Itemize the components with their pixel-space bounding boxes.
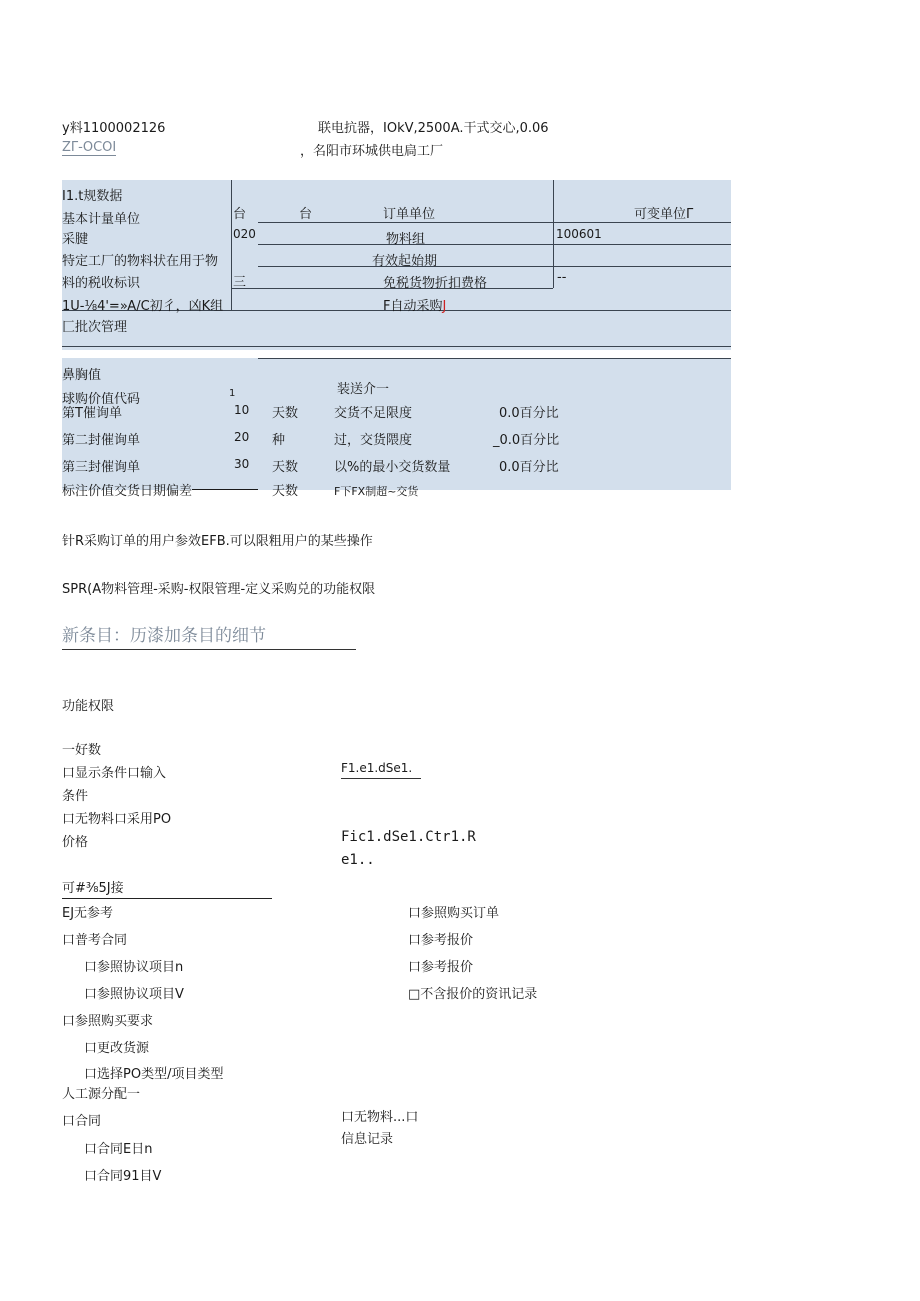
reminder-row-label: 第二封催询单 [62, 433, 141, 448]
reference-agreement-item-n-option[interactable]: 口参照协议项目n [84, 960, 184, 975]
reminder-row-desc: 以%的最小交货数量 [334, 460, 451, 475]
order-unit-label: 订单单位 [383, 207, 436, 222]
panel-rule [258, 222, 731, 223]
display-conditions-option[interactable]: 口显示条件口输入 [62, 766, 167, 781]
reminder-row-desc: F下FX制超~交货 [334, 485, 419, 498]
vendor-name: ，名阳市环城供电扃工厂 [300, 144, 444, 159]
valid-from-label: 有效起始期 [372, 254, 438, 269]
reminder-row-unit: 天数 [272, 484, 299, 499]
material-group-label: 物料组 [386, 232, 426, 247]
reminder-row-desc: 过，交货隈度 [334, 433, 413, 448]
no-material-info-option[interactable]: 口无物料...口 [341, 1110, 419, 1125]
reference-agreement-item-v-option[interactable]: 口参照协议项目V [84, 987, 184, 1002]
reminder-row-days[interactable]: 10 [234, 403, 250, 417]
batch-management-checkbox[interactable]: 匚批次管理 [62, 320, 128, 335]
reference-purchase-order-option[interactable]: 口参照购买订单 [408, 906, 500, 921]
panel-divider [553, 180, 554, 288]
panel-rule [192, 489, 258, 490]
contract-item-v-option[interactable]: 口合同91目V [84, 1169, 162, 1184]
general-label: 一好数 [62, 743, 102, 758]
shipping-label: 装送介一 [337, 382, 390, 397]
purchase-value-key-label: 球购价值代码 [62, 392, 141, 407]
material-group-value[interactable]: 100601 [556, 227, 602, 241]
reminder-values-label: 鼻胸值 [62, 368, 102, 383]
field-selection-value[interactable]: F1.e1.dSe1. [341, 761, 421, 779]
auto-po-mark: J [442, 299, 447, 314]
panel-rule [258, 358, 731, 359]
order-unit-value[interactable]: 台 [299, 207, 313, 222]
auto-po-checkbox[interactable] [383, 295, 446, 314]
material-description: 联电抗器，IOkV,2500A.干式交心,0.06 [318, 121, 549, 136]
reminder-row-unit: 种 [272, 433, 286, 448]
section-heading: 新条目：历漆加条目的细节 [62, 621, 356, 650]
panel-gap [62, 350, 731, 358]
reminder-row-label: 标注价值交货日期偏差 [62, 484, 193, 499]
material-number: y料1100002126 [62, 121, 166, 136]
purchasing-group-value[interactable]: 020 [233, 227, 256, 241]
reference-quotation-option[interactable]: 口参考报价 [408, 933, 474, 948]
contract-option[interactable]: 口合同 [62, 1114, 102, 1129]
plant-status-label: 特定工厂的物料状在用于物 [62, 254, 219, 269]
field-selection-line: e1.. [341, 852, 375, 868]
purchasing-value-group-label: 1U-⅛4'=»A/C初彳，凶K组 [62, 299, 224, 314]
purchasing-group-label: 采腱 [62, 232, 89, 247]
base-unit-value[interactable]: 台 [233, 207, 247, 222]
reminder-row-label: 第三封催询单 [62, 460, 141, 475]
panel-rule [258, 244, 731, 245]
manual-source-assignment-label: 人工源分配一 [62, 1087, 141, 1102]
info-record-label: 信息记录 [341, 1132, 394, 1147]
panel-divider [231, 180, 232, 310]
variable-unit-label[interactable]: 可变单位Γ [634, 207, 694, 222]
vendor-code[interactable]: ZΓ-OCOI [62, 140, 117, 155]
reminder-row-value[interactable]: 0.0百分比 [499, 406, 559, 421]
reference-purchase-requisition-option[interactable]: 口参照购买要求 [62, 1014, 154, 1029]
no-material-option[interactable]: 口无物料口采用PO [62, 812, 172, 827]
reminder-row-unit: 天数 [272, 406, 299, 421]
price-label: 价格 [62, 835, 89, 850]
intro-paragraph: 针R采购订单的用户参效EFB.可以限粗用户的某些操作 [62, 534, 373, 549]
reminder-row-days[interactable]: 30 [234, 457, 250, 471]
auto-po-label: F自动采购 [383, 299, 443, 314]
function-authorization-title: 功能权限 [62, 699, 115, 714]
reminder-row-value[interactable]: _0.0百分比 [493, 433, 560, 448]
basic-data-label: I1.t规数据 [62, 189, 123, 204]
reference-quotation-option[interactable]: 口参考报价 [408, 960, 474, 975]
change-source-option[interactable]: 口更改货源 [84, 1041, 150, 1056]
reminder-row-value[interactable]: 0.0百分比 [499, 460, 559, 475]
select-po-type-option[interactable]: 口选择PO类型/项目类型 [84, 1067, 224, 1082]
basic-data-panel [62, 180, 731, 499]
tax-indicator-value[interactable]: 三 [233, 275, 247, 290]
reminder-row-unit: 天数 [272, 460, 299, 475]
menu-path: SPR(A物料管理-采购-权限管理-定义采购兑的功能权限 [62, 582, 376, 597]
no-reference-option[interactable]: EJ无参考 [62, 906, 114, 921]
tax-exempt-label: 免税货物折扣费格 [383, 276, 488, 291]
tax-indicator-label: 料的税收标识 [62, 276, 141, 291]
without-quotation-info-record-option[interactable]: □不含报价的资讯记录 [408, 987, 538, 1002]
reminder-row-desc: 交货不足限度 [334, 406, 413, 421]
base-unit-label: 基本计量单位 [62, 212, 141, 227]
reminder-row-days[interactable]: 20 [234, 430, 250, 444]
conditions-label: 条件 [62, 789, 89, 804]
reminder-row-label: 第T催询单 [62, 406, 122, 421]
panel-rule [258, 266, 731, 267]
tax-exempt-value[interactable]: -- [557, 270, 567, 285]
reference-contract-option[interactable]: 口普考合同 [62, 933, 128, 948]
contract-item-n-option[interactable]: 口合同E日n [84, 1142, 153, 1157]
field-selection-line: Fic1.dSe1.Ctr1.R [341, 829, 476, 845]
purchase-value-key-value[interactable]: 1 [229, 388, 236, 399]
reference-heading: 可#⅜5J接 [62, 877, 272, 899]
